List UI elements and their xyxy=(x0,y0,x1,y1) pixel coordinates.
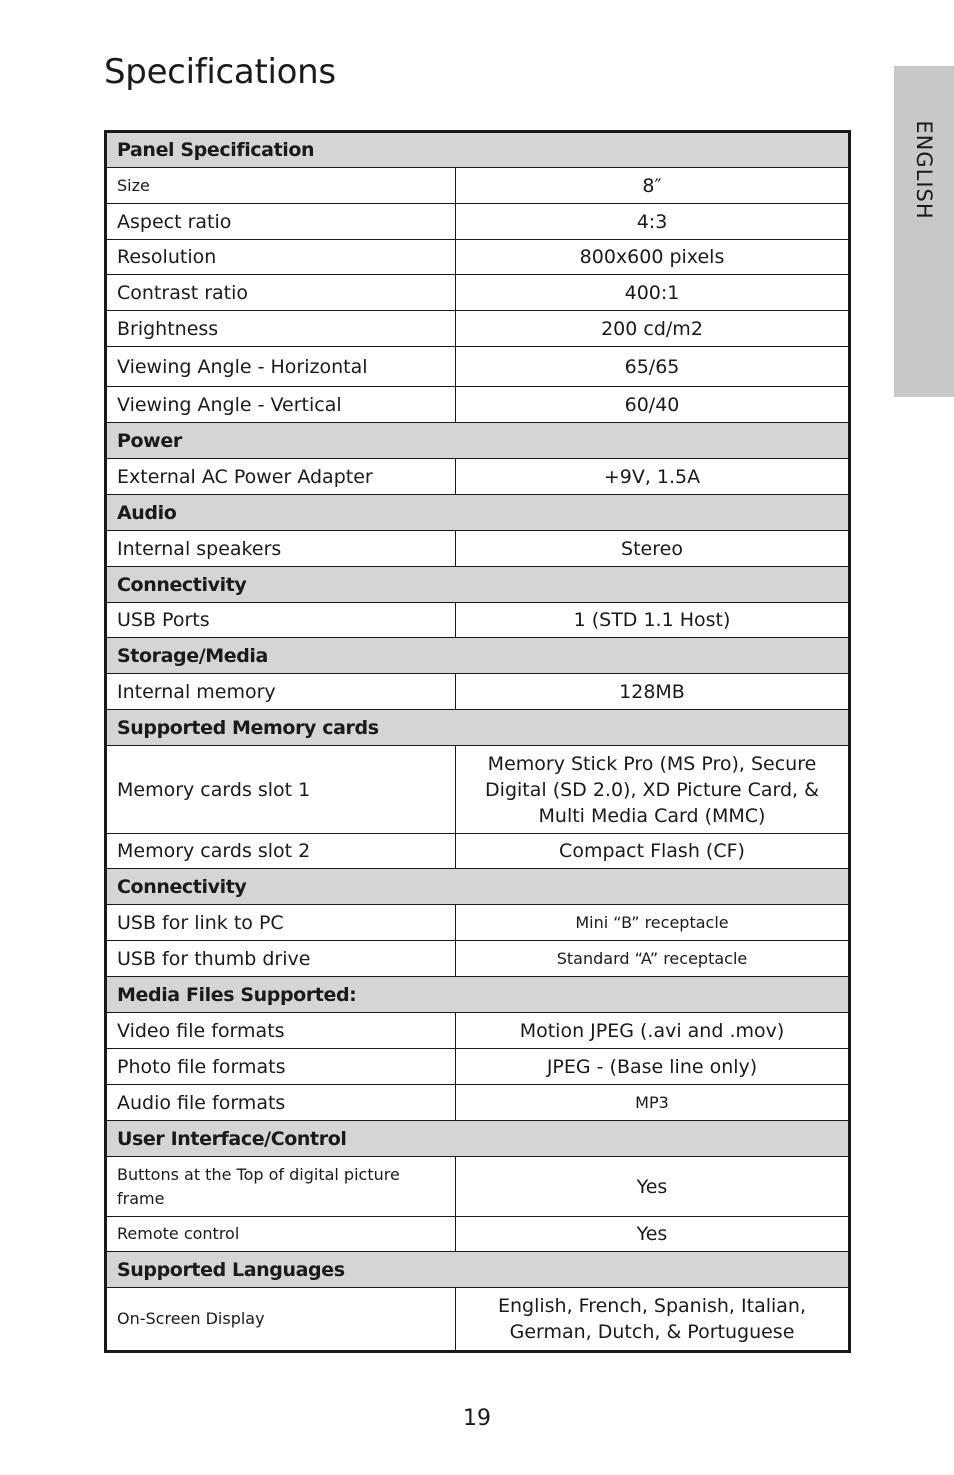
section-header-row xyxy=(106,495,850,531)
spec-value: 8″ xyxy=(456,168,850,204)
spec-value: Standard “A” receptacle xyxy=(456,941,850,977)
spec-label: Remote control xyxy=(106,1217,456,1252)
spec-value: Memory Stick Pro (MS Pro), Secure Digital (SD 2.0), XD Picture Card, & Multi Media Card (MMC) xyxy=(456,746,850,834)
spec-row xyxy=(106,1085,850,1121)
spec-value: 60/40 xyxy=(456,387,850,423)
spec-label: External AC Power Adapter xyxy=(106,459,456,495)
spec-label: Photo file formats xyxy=(106,1049,456,1085)
spec-row xyxy=(106,1288,850,1352)
section-header: Media Files Supported: xyxy=(106,977,850,1013)
spec-value: JPEG - (Base line only) xyxy=(456,1049,850,1085)
spec-label: USB Ports xyxy=(106,603,456,638)
section-header: Connectivity xyxy=(106,869,850,905)
spec-label: Viewing Angle - Horizontal xyxy=(106,347,456,387)
section-header-row xyxy=(106,567,850,603)
spec-label: Memory cards slot 2 xyxy=(106,834,456,869)
spec-row xyxy=(106,168,850,204)
spec-row xyxy=(106,531,850,567)
spec-value: 65/65 xyxy=(456,347,850,387)
spec-row xyxy=(106,387,850,423)
spec-value: 1 (STD 1.1 Host) xyxy=(456,603,850,638)
section-header-row xyxy=(106,869,850,905)
section-header: Storage/Media xyxy=(106,638,850,674)
section-header-row xyxy=(106,132,850,168)
section-header: Audio xyxy=(106,495,850,531)
section-header-row xyxy=(106,423,850,459)
section-header: Power xyxy=(106,423,850,459)
spec-label: Video file formats xyxy=(106,1013,456,1049)
spec-label: On-Screen Display xyxy=(106,1288,456,1352)
spec-row xyxy=(106,347,850,387)
spec-value: 128MB xyxy=(456,674,850,710)
spec-row xyxy=(106,204,850,240)
spec-value: 200 cd/m2 xyxy=(456,311,850,347)
section-header: Connectivity xyxy=(106,567,850,603)
spec-row xyxy=(106,1013,850,1049)
spec-value: Yes xyxy=(456,1217,850,1252)
spec-row xyxy=(106,311,850,347)
spec-value: 800x600 pixels xyxy=(456,240,850,275)
spec-value: Mini “B” receptacle xyxy=(456,905,850,941)
spec-value: 4:3 xyxy=(456,204,850,240)
spec-label: Size xyxy=(106,168,456,204)
spec-label: Audio file formats xyxy=(106,1085,456,1121)
section-header-row xyxy=(106,638,850,674)
spec-label: Viewing Angle - Vertical xyxy=(106,387,456,423)
section-header: User Interface/Control xyxy=(106,1121,850,1157)
spec-value: Stereo xyxy=(456,531,850,567)
side-tab-label: ENGLISH xyxy=(912,120,936,220)
spec-label: Buttons at the Top of digital picture frame xyxy=(106,1157,456,1217)
spec-value: Compact Flash (CF) xyxy=(456,834,850,869)
spec-row xyxy=(106,459,850,495)
language-side-tab xyxy=(894,66,954,397)
specifications-table xyxy=(104,130,851,1353)
spec-value: 400:1 xyxy=(456,275,850,311)
spec-value: Motion JPEG (.avi and .mov) xyxy=(456,1013,850,1049)
spec-label: Brightness xyxy=(106,311,456,347)
spec-label: Internal memory xyxy=(106,674,456,710)
spec-row xyxy=(106,603,850,638)
spec-value: Yes xyxy=(456,1157,850,1217)
section-header-row xyxy=(106,1121,850,1157)
section-header: Panel Specification xyxy=(106,132,850,168)
spec-label: Aspect ratio xyxy=(106,204,456,240)
spec-row xyxy=(106,834,850,869)
spec-value: +9V, 1.5A xyxy=(456,459,850,495)
spec-value: English, French, Spanish, Italian, German, Dutch, & Portuguese xyxy=(456,1288,850,1352)
spec-row xyxy=(106,1049,850,1085)
spec-label: Contrast ratio xyxy=(106,275,456,311)
section-header-row xyxy=(106,1252,850,1288)
spec-row xyxy=(106,746,850,834)
spec-label: USB for link to PC xyxy=(106,905,456,941)
section-header-row xyxy=(106,977,850,1013)
page-title: Specifications xyxy=(104,52,336,92)
spec-label: Memory cards slot 1 xyxy=(106,746,456,834)
spec-row xyxy=(106,674,850,710)
section-header-row xyxy=(106,710,850,746)
spec-label: Internal speakers xyxy=(106,531,456,567)
spec-label: Resolution xyxy=(106,240,456,275)
spec-row xyxy=(106,1217,850,1252)
spec-row xyxy=(106,905,850,941)
spec-label: USB for thumb drive xyxy=(106,941,456,977)
specifications-table-body xyxy=(106,132,850,1352)
page-number: 19 xyxy=(463,1406,491,1431)
spec-row xyxy=(106,275,850,311)
spec-row xyxy=(106,941,850,977)
section-header: Supported Languages xyxy=(106,1252,850,1288)
spec-row xyxy=(106,240,850,275)
section-header: Supported Memory cards xyxy=(106,710,850,746)
spec-value: MP3 xyxy=(456,1085,850,1121)
spec-row xyxy=(106,1157,850,1217)
